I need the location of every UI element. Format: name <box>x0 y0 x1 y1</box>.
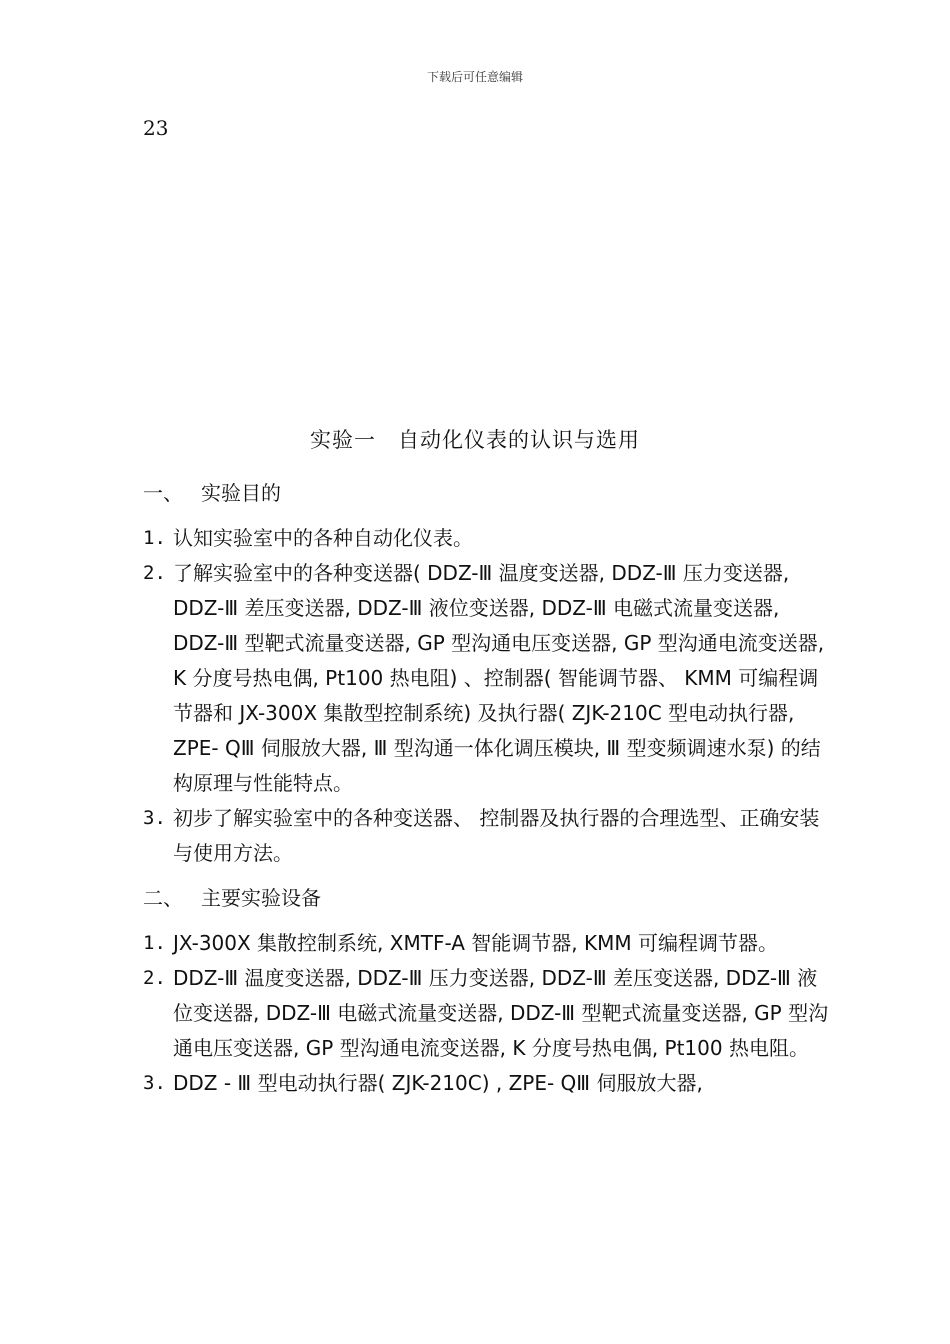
item-number: 3. <box>143 1072 166 1094</box>
list-item <box>143 521 833 556</box>
header-note: 下载后可任意编辑 <box>426 70 523 84</box>
item-text: 认知实验室中的各种自动化仪表。 <box>173 526 473 550</box>
section-number: 一、 <box>143 481 183 505</box>
item-number: 1. <box>143 527 166 549</box>
section-title: 主要实验设备 <box>201 886 321 910</box>
item-text: JX-300X 集散控制系统, XMTF-A 智能调节器, KMM 可编程调节器。 <box>173 931 778 955</box>
item-number: 2. <box>143 562 166 584</box>
list-item <box>143 556 833 801</box>
list-item <box>143 961 833 1066</box>
item-text: 初步了解实验室中的各种变送器、 控制器及执行器的合理选型、正确安装与使用方法。 <box>173 806 820 865</box>
document-body <box>143 476 833 1101</box>
document-title: 实验一 自动化仪表的认识与选用 <box>310 428 640 452</box>
section-title: 实验目的 <box>201 481 281 505</box>
item-text: 了解实验室中的各种变送器( DDZ-Ⅲ 温度变送器, DDZ-Ⅲ 压力变送器, DDZ-Ⅲ 差压变送器, DDZ-Ⅲ 液位变送器, DDZ-Ⅲ 电磁式流量变送器, DDZ-Ⅲ 型靶式流量变送器, GP 型沟通电压变送器, GP 型沟通电流变送器, K 分度号热电偶, Pt100 热电阻) 、控制器( 智能调节器、 KMM 可编程调节器和 JX-300X 集散型控制系统) 及执行器( ZJK-210C 型电动执行器, ZPE- QⅢ 伺服放大器, Ⅲ 型沟通一体化调压模块, Ⅲ 型变频调速水泵) 的结构原理与性能特点。 <box>173 561 825 795</box>
list-item <box>143 801 833 871</box>
page-number: 23 <box>143 116 169 140</box>
section-heading-equipment <box>143 881 833 916</box>
item-number: 1. <box>143 932 166 954</box>
item-text: DDZ - Ⅲ 型电动执行器( ZJK-210C) , ZPE- QⅢ 伺服放大器, <box>173 1071 703 1095</box>
section-number: 二、 <box>143 886 183 910</box>
list-item <box>143 926 833 961</box>
list-item <box>143 1066 833 1101</box>
section-heading-objectives <box>143 476 833 511</box>
item-number: 3. <box>143 807 166 829</box>
item-number: 2. <box>143 967 166 989</box>
item-text: DDZ-Ⅲ 温度变送器, DDZ-Ⅲ 压力变送器, DDZ-Ⅲ 差压变送器, DDZ-Ⅲ 液位变送器, DDZ-Ⅲ 电磁式流量变送器, DDZ-Ⅲ 型靶式流量变送器, GP 型沟通电压变送器, GP 型沟通电流变送器, K 分度号热电偶, Pt100 热电阻。 <box>173 966 829 1060</box>
